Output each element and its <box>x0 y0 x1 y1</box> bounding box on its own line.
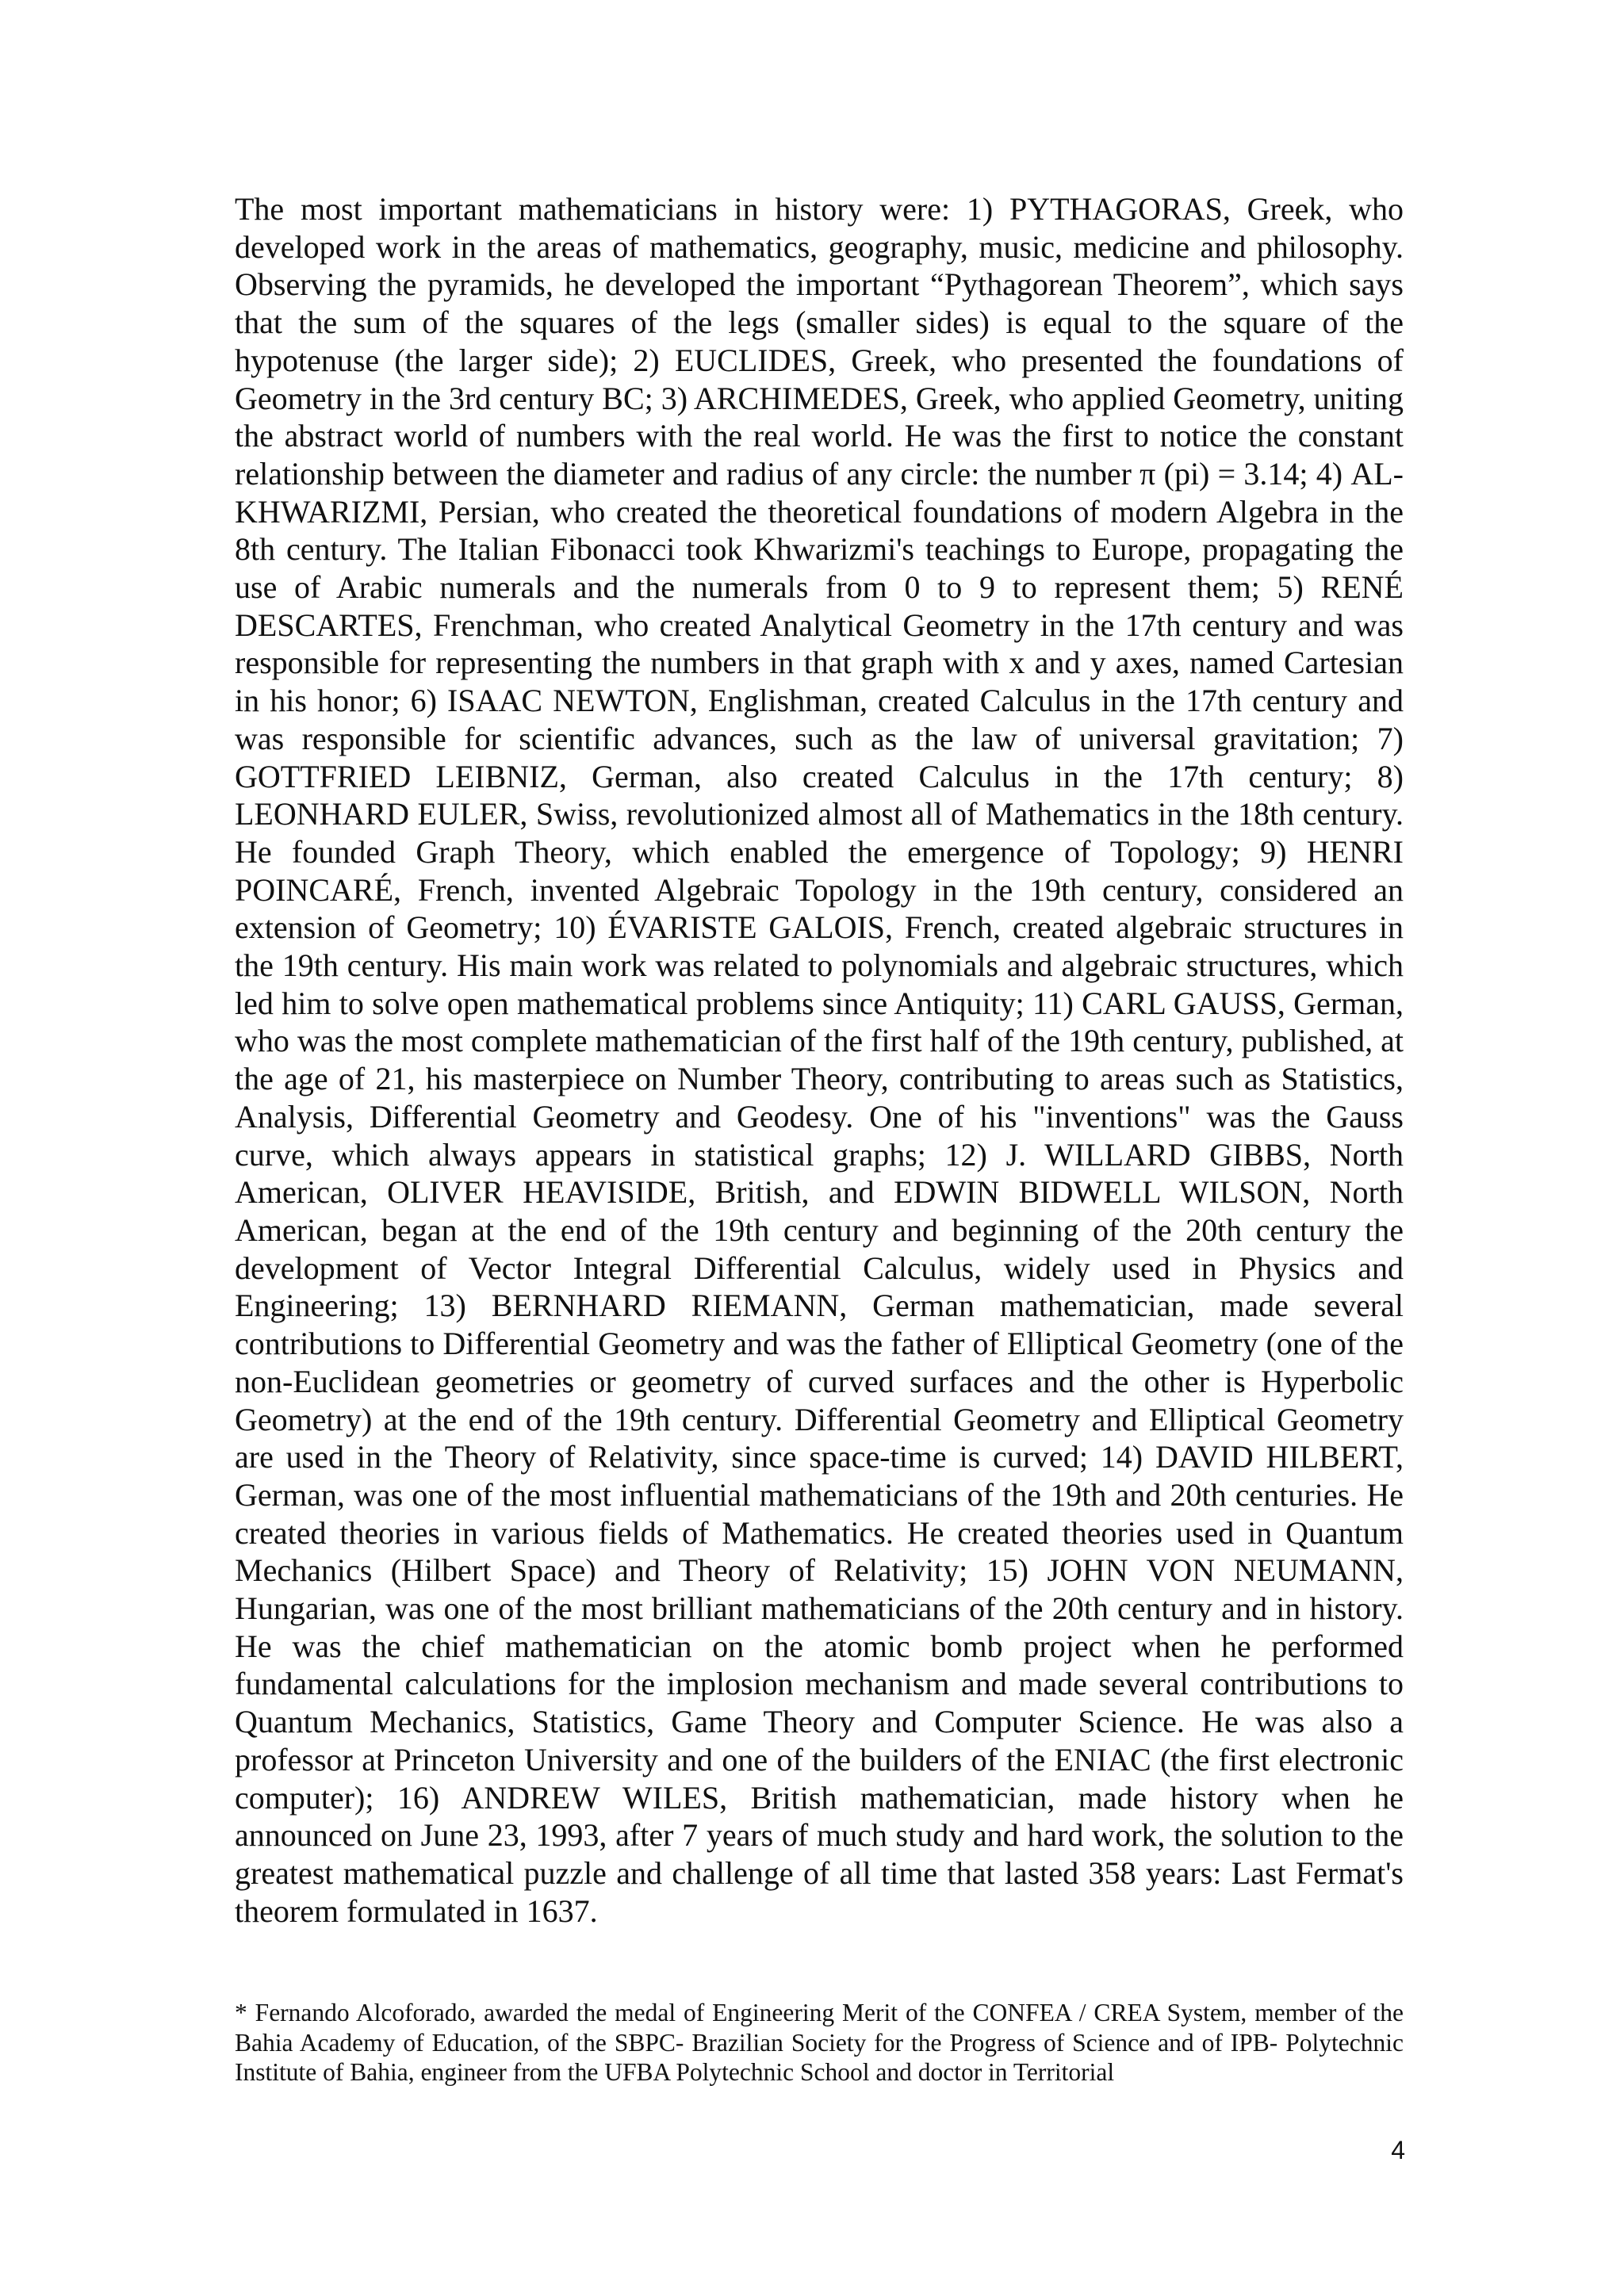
page-number: 4 <box>1391 2136 1405 2164</box>
body-paragraph: The most important mathematicians in history were: 1) PYTHAGORAS, Greek, who developed work in the areas of mathematics, geography, music, medicine and philosophy. Observing the pyramids, he developed the important “Pythagorean Theorem”, which says that the sum of the squares of the legs (smaller sides) is equal to the square of the hypotenuse (the larger side); 2) EUCLIDES, Greek, who presented the foundations of Geometry in the 3rd century BC; 3) ARCHIMEDES, Greek, who applied Geometry, uniting the abstract world of numbers with the real world. He was the first to notice the constant relationship between the diameter and radius of any circle: the number π (pi) = 3.14; 4) AL-KHWARIZMI, Persian, who created the theoretical foundations of modern Algebra in the 8th century. The Italian Fibonacci took Khwarizmi's teachings to Europe, propagating the use of Arabic numerals and the numerals from 0 to 9 to represent them; 5) RENÉ DESCARTES, Frenchman, who created Analytical Geometry in the 17th century and was responsible for representing the numbers in that graph with x and y axes, named Cartesian in his honor; 6) ISAAC NEWTON, Englishman, created Calculus in the 17th century and was responsible for scientific advances, such as the law of universal gravitation; 7) GOTTFRIED LEIBNIZ, German, also created Calculus in the 17th century; 8) LEONHARD EULER, Swiss, revolutionized almost all of Mathematics in the 18th century. He founded Graph Theory, which enabled the emergence of Topology; 9) HENRI POINCARÉ, French, invented Algebraic Topology in the 19th century, considered an extension of Geometry; 10) ÉVARISTE GALOIS, French, created algebraic structures in the 19th century. His main work was related to polynomials and algebraic structures, which led him to solve open mathematical problems since Antiquity; 11) CARL GAUSS, German, who was the most complete mathematician of the first half of the 19th century, published, at the age of 21, his masterpiece on Number Theory, contributing to areas such as Statistics, Analysis, Differential Geometry and Geodesy. One of his "inventions" was the Gauss curve, which always appears in statistical graphs; 12) J. WILLARD GIBBS, North American, OLIVER HEAVISIDE, British, and EDWIN BIDWELL WILSON, North American, began at the end of the 19th century and beginning of the 20th century the development of Vector Integral Differential Calculus, widely used in Physics and Engineering; 13) BERNHARD RIEMANN, German mathematician, made several contributions to Differential Geometry and was the father of Elliptical Geometry (one of the non-Euclidean geometries or geometry of curved surfaces and the other is Hyperbolic Geometry) at the end of the 19th century. Differential Geometry and Elliptical Geometry are used in the Theory of Relativity, since space-time is curved; 14) DAVID HILBERT, German, was one of the most influential mathematicians of the 19th and 20th centuries. He created theories in various fields of Mathematics. He created theories used in Quantum Mechanics (Hilbert Space) and Theory of Relativity; 15) JOHN VON NEUMANN, Hungarian, was one of the most brilliant mathematicians of the 20th century and in history. He was the chief mathematician on the atomic bomb project when he performed fundamental calculations for the implosion mechanism and made several contributions to Quantum Mechanics, Statistics, Game Theory and Computer Science. He was also a professor at Princeton University and one of the builders of the ENIAC (the first electronic computer); 16) ANDREW WILES, British mathematician, made history when he announced on June 23, 1993, after 7 years of much study and hard work, the solution to the greatest mathematical puzzle and challenge of all time that lasted 358 years: Last Fermat's theorem formulated in 1637. <box>235 191 1404 1929</box>
author-footnote: * Fernando Alcoforado, awarded the medal of Engineering Merit of the CONFEA / CREA System, member of the Bahia Academy of Education, of the SBPC- Brazilian Society for the Progress of Science and of IPB- Polytechnic Institute of Bahia, engineer from the UFBA Polytechnic School and doctor in Territorial <box>235 1999 1404 2086</box>
